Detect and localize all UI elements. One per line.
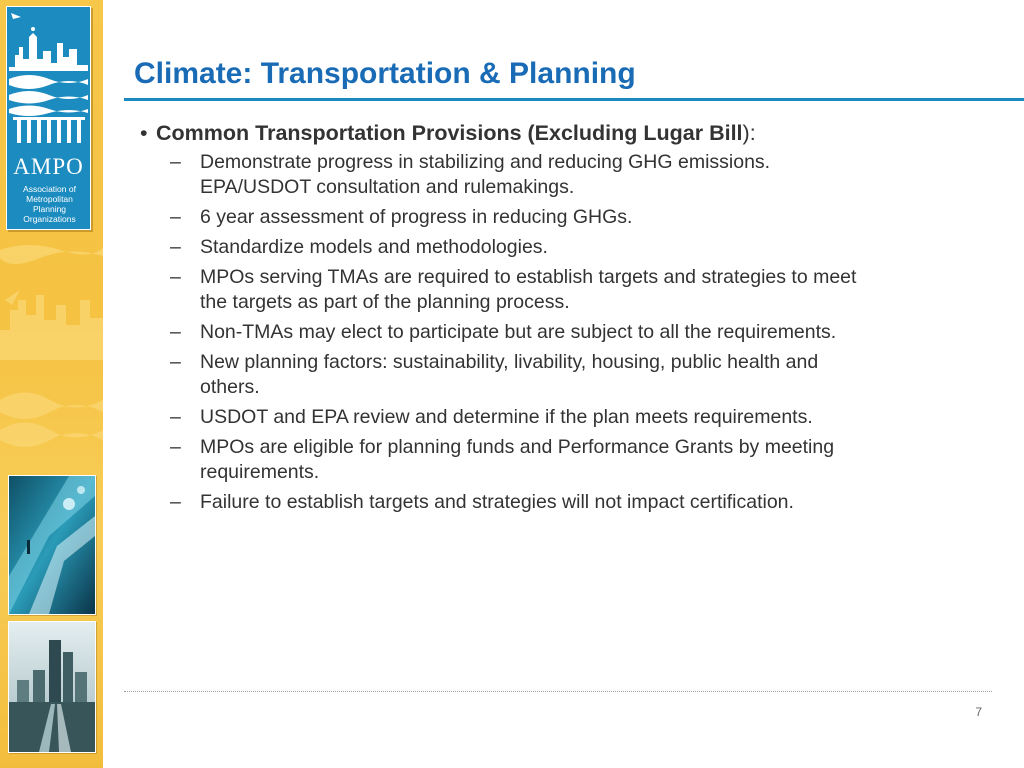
list-item-line: requirements. bbox=[200, 461, 320, 483]
logo-subtitle bbox=[11, 184, 88, 224]
dash-marker: – bbox=[170, 491, 181, 513]
dash-marker: – bbox=[170, 266, 181, 288]
list-item bbox=[140, 405, 1000, 430]
logo-subtitle-line: Organizations bbox=[23, 214, 76, 224]
sidebar-decoration bbox=[0, 0, 103, 768]
list-item-line: USDOT and EPA review and determine if the plan meets requirements. bbox=[200, 406, 813, 428]
list-item-line: others. bbox=[200, 376, 260, 398]
title-divider bbox=[124, 98, 1024, 101]
list-item-line: MPOs are eligible for planning funds and Performance Grants by meeting bbox=[200, 436, 835, 458]
list-item-line: MPOs serving TMAs are required to establish targets and strategies to meet bbox=[200, 266, 857, 288]
skyline-image bbox=[9, 622, 95, 752]
list-item bbox=[140, 320, 1000, 345]
list-item bbox=[140, 435, 1000, 485]
dash-marker: – bbox=[170, 321, 181, 343]
list-item-line: EPA/USDOT consultation and rulemakings. bbox=[200, 176, 575, 198]
list-item bbox=[140, 490, 1000, 515]
skyline-emblem bbox=[7, 7, 90, 153]
main-bullet bbox=[140, 118, 1000, 148]
logo-subtitle-line: Metropolitan bbox=[26, 194, 73, 204]
list-item bbox=[140, 205, 1000, 230]
dash-marker: – bbox=[170, 406, 181, 428]
main-bullet-bold: Common Transportation Provisions (Excluding Lugar Bill bbox=[156, 121, 743, 145]
city-skyline-photo bbox=[8, 621, 96, 753]
main-bullet-suffix: ): bbox=[742, 121, 756, 145]
dash-marker: – bbox=[170, 351, 181, 373]
list-item-line: Standardize models and methodologies. bbox=[200, 236, 548, 258]
footer-divider bbox=[124, 691, 992, 692]
tunnel-image bbox=[9, 476, 95, 614]
logo-subtitle-line: Association of bbox=[23, 184, 76, 194]
ampo-logo bbox=[6, 6, 91, 230]
slide-title: Climate: Transportation & Planning bbox=[134, 57, 636, 90]
list-item bbox=[140, 150, 1000, 200]
list-item-line: the targets as part of the planning process. bbox=[200, 291, 570, 313]
dash-marker: – bbox=[170, 151, 181, 173]
list-item-line: 6 year assessment of progress in reducing GHGs. bbox=[200, 206, 633, 228]
dash-marker: – bbox=[170, 236, 181, 258]
list-item bbox=[140, 265, 1000, 315]
subway-tunnel-photo bbox=[8, 475, 96, 615]
slide-body bbox=[140, 118, 1000, 520]
list-item-line: Failure to establish targets and strategies will not impact certification. bbox=[200, 491, 794, 513]
dash-marker: – bbox=[170, 206, 181, 228]
logo-wordmark: AMPO bbox=[13, 154, 84, 179]
logo-subtitle-line: Planning bbox=[32, 204, 67, 214]
list-item bbox=[140, 350, 1000, 400]
list-item-line: New planning factors: sustainability, livability, housing, public health and bbox=[200, 351, 819, 373]
list-item-line: Non-TMAs may elect to participate but are subject to all the requirements. bbox=[200, 321, 837, 343]
dash-marker: – bbox=[170, 436, 181, 458]
page-number: 7 bbox=[975, 705, 982, 719]
list-item-line: Demonstrate progress in stabilizing and reducing GHG emissions. bbox=[200, 151, 771, 173]
sub-bullet-list bbox=[140, 150, 1000, 515]
list-item bbox=[140, 235, 1000, 260]
